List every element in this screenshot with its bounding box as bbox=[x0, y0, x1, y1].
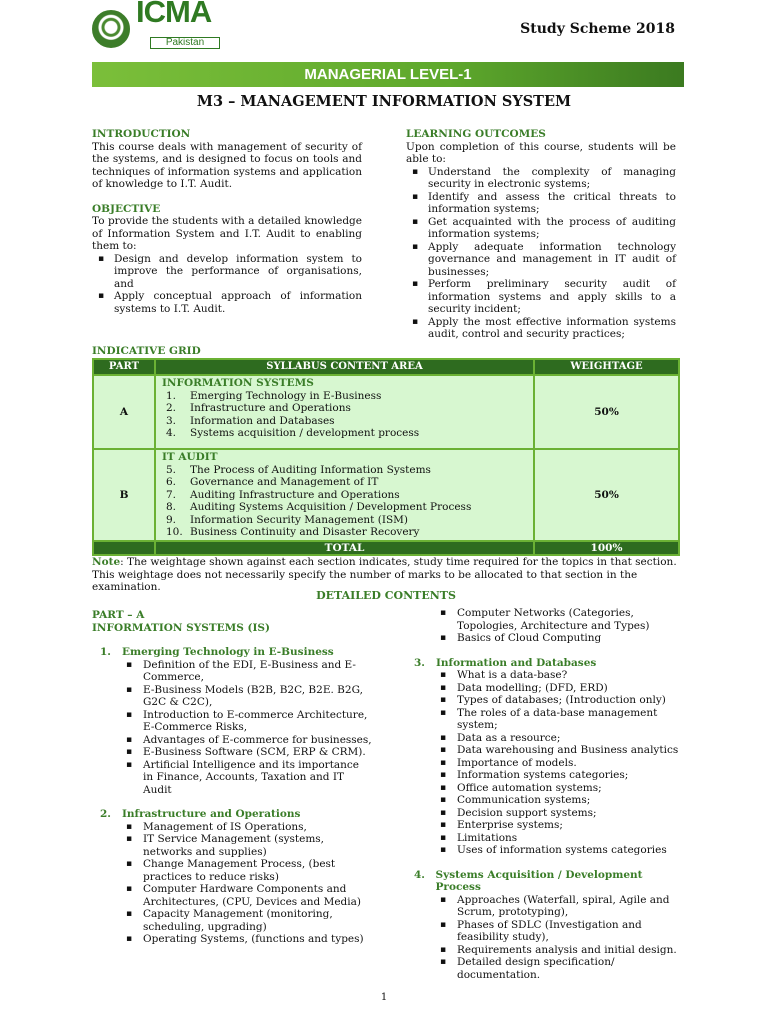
part-title: INFORMATION SYSTEMS (IS) bbox=[92, 621, 270, 634]
list-item: ▪ Data modelling; (DFD, ERD) bbox=[436, 682, 686, 695]
list-item: 7. Auditing Infrastructure and Operations bbox=[166, 488, 400, 501]
list-item: ▪ Design and develop information system to improve the performance of organisations, and bbox=[92, 253, 362, 291]
page-number: 1 bbox=[380, 992, 388, 1003]
learning-outcomes-text: Upon completion of this course, students will be able to: bbox=[406, 140, 676, 165]
weightage-cell: 50% bbox=[534, 449, 679, 541]
list-item: 4. Systems acquisition / development process bbox=[166, 427, 420, 439]
objective-heading: OBJECTIVE bbox=[92, 202, 161, 215]
column-header: PART bbox=[93, 359, 155, 375]
list-item: ▪ IT Service Management (systems, networks and supplies) bbox=[122, 833, 372, 858]
study-scheme-label: Study Scheme 2018 bbox=[520, 21, 675, 37]
level-banner: MANAGERIAL LEVEL-1 bbox=[92, 62, 684, 87]
topic-list bbox=[92, 659, 372, 797]
indicative-grid-heading: INDICATIVE GRID bbox=[92, 345, 201, 357]
list-item: ▪ Computer Hardware Components and Architectures, (CPU, Devices and Media) bbox=[122, 883, 372, 908]
list-item: 1. Emerging Technology in E-Business bbox=[166, 389, 382, 402]
topic-heading: 2. Infrastructure and Operations bbox=[100, 808, 301, 820]
list-item: ▪ Computer Networks (Categories, Topologies, Architecture and Types) bbox=[436, 607, 686, 632]
learning-outcomes-list bbox=[406, 166, 676, 341]
list-item: ▪ Phases of SDLC (Investigation and feasibility study), bbox=[436, 919, 686, 944]
table-header-row bbox=[93, 359, 679, 375]
content-cell bbox=[155, 375, 534, 449]
list-item: ▪ E-Business Models (B2B, B2C, B2E. B2G, G2C & C2C), bbox=[122, 684, 372, 709]
column-header: SYLLABUS CONTENT AREA bbox=[155, 359, 534, 375]
list-item: ▪ Understand the complexity of managing security in electronic systems; bbox=[406, 166, 676, 191]
learning-outcomes-heading: LEARNING OUTCOMES bbox=[406, 128, 546, 140]
total-label: TOTAL bbox=[155, 541, 534, 556]
section-heading: IT AUDIT bbox=[162, 451, 218, 463]
list-item: ▪ Enterprise systems; bbox=[436, 819, 686, 832]
left-intro-column bbox=[92, 128, 362, 315]
list-item: ▪ Operating Systems, (functions and types) bbox=[122, 933, 372, 946]
list-item: ▪ Data warehousing and Business analytics bbox=[436, 744, 686, 757]
section-heading: INFORMATION SYSTEMS bbox=[162, 377, 314, 389]
list-item: ▪ Requirements analysis and initial design. bbox=[436, 944, 686, 957]
list-item: 6. Governance and Management of IT bbox=[166, 476, 379, 488]
list-item: ▪ Artificial Intelligence and its importance in Finance, Accounts, Taxation and IT Audit bbox=[122, 759, 372, 797]
learning-outcomes-column bbox=[406, 128, 676, 341]
list-item: ▪ Apply the most effective information systems audit, control and security practices; bbox=[406, 316, 676, 341]
part-cell: B bbox=[93, 449, 155, 541]
list-item: ▪ Importance of models. bbox=[436, 757, 686, 770]
topic-heading: 1. Emerging Technology in E-Business bbox=[100, 646, 334, 658]
list-item: ▪ Approaches (Waterfall, spiral, Agile and Scrum, prototyping), bbox=[436, 894, 686, 919]
weightage-cell: 50% bbox=[534, 375, 679, 449]
total-blank-cell bbox=[93, 541, 155, 556]
list-item: ▪ Communication systems; bbox=[436, 794, 686, 807]
list-item: ▪ Introduction to E-commerce Architecture, E-Commerce Risks, bbox=[122, 709, 372, 734]
list-item: ▪ The roles of a data-base management system; bbox=[436, 707, 686, 732]
list-item: 3. Information and Databases bbox=[166, 414, 335, 427]
list-item: 8. Auditing Systems Acquisition / Development Process bbox=[166, 501, 472, 513]
indicative-grid-table bbox=[92, 358, 680, 556]
list-item: 9. Information Security Management (ISM) bbox=[166, 513, 409, 526]
logo-text: ICMA bbox=[136, 0, 212, 29]
table-row bbox=[93, 449, 679, 541]
icma-logo bbox=[92, 0, 227, 50]
list-item: ▪ Limitations bbox=[436, 832, 686, 845]
total-value: 100% bbox=[534, 541, 679, 556]
list-item: ▪ Decision support systems; bbox=[436, 807, 686, 820]
total-row bbox=[93, 541, 679, 556]
detailed-contents-heading: DETAILED CONTENTS bbox=[316, 589, 456, 602]
topic-list bbox=[92, 821, 372, 946]
seal-icon bbox=[92, 10, 130, 48]
list-item: ▪ Basics of Cloud Computing bbox=[436, 632, 686, 645]
objective-list bbox=[92, 253, 362, 316]
list-item: ▪ Perform preliminary security audit of information systems and apply skills to a security incident; bbox=[406, 278, 676, 316]
syllabus-list bbox=[162, 464, 527, 539]
list-item: ▪ E-Business Software (SCM, ERP & CRM). bbox=[122, 746, 372, 759]
part-cell: A bbox=[93, 375, 155, 449]
topic-list bbox=[406, 894, 686, 982]
list-item: ▪ Identify and assess the critical threats to information systems; bbox=[406, 191, 676, 216]
list-item: ▪ Advantages of E-commerce for businesses, bbox=[122, 734, 372, 747]
list-item: ▪ Capacity Management (monitoring, scheduling, upgrading) bbox=[122, 908, 372, 933]
topic-list bbox=[406, 607, 686, 645]
list-item: ▪ Management of IS Operations, bbox=[122, 821, 372, 834]
note-text: : The weightage shown against each section indicates, study time required for the topics in that section. This weightage does not necessarily specify the number of marks to be allocated to that section in the examination. bbox=[92, 556, 677, 593]
list-item: ▪ Uses of information systems categories bbox=[436, 844, 686, 857]
introduction-heading: INTRODUCTION bbox=[92, 128, 191, 140]
note-label: Note bbox=[92, 556, 121, 568]
list-item: ▪ Data as a resource; bbox=[436, 732, 686, 745]
list-item: ▪ Types of databases; (Introduction only) bbox=[436, 694, 686, 707]
list-item: ▪ Definition of the EDI, E-Business and E-Commerce, bbox=[122, 659, 372, 684]
list-item: 10. Business Continuity and Disaster Recovery bbox=[166, 526, 420, 538]
introduction-text: This course deals with management of security of the systems, and is designed to focus on tools and techniques of information systems and application of knowledge to I.T. Audit. bbox=[92, 140, 362, 190]
note-paragraph bbox=[92, 556, 680, 594]
list-item: 2. Infrastructure and Operations bbox=[166, 402, 351, 414]
list-item: ▪ Get acquainted with the process of auditing information systems; bbox=[406, 216, 676, 241]
list-item: ▪ Apply adequate information technology governance and management in IT audit of businesses; bbox=[406, 241, 676, 279]
part-label: PART – A bbox=[92, 609, 145, 621]
detailed-left-column bbox=[92, 609, 372, 946]
list-item: ▪ Detailed design specification/ documentation. bbox=[436, 956, 686, 981]
list-item: ▪ Apply conceptual approach of information systems to I.T. Audit. bbox=[92, 290, 362, 315]
list-item: 5. The Process of Auditing Information Systems bbox=[166, 463, 431, 476]
syllabus-list bbox=[162, 390, 527, 440]
topic-list bbox=[406, 669, 686, 857]
content-cell bbox=[155, 449, 534, 541]
list-item: ▪ What is a data-base? bbox=[436, 669, 686, 682]
table-row bbox=[93, 375, 679, 449]
column-header: WEIGHTAGE bbox=[534, 359, 679, 375]
page-title: M3 – MANAGEMENT INFORMATION SYSTEM bbox=[196, 93, 572, 110]
topic-heading: 4. Systems Acquisition / Development Process bbox=[414, 868, 643, 893]
list-item: ▪ Change Management Process, (best practices to reduce risks) bbox=[122, 858, 372, 883]
detailed-right-column bbox=[406, 607, 686, 981]
list-item: ▪ Office automation systems; bbox=[436, 782, 686, 795]
topic-heading: 3. Information and Databases bbox=[414, 656, 597, 669]
objective-text: To provide the students with a detailed knowledge of Information System and I.T. Audit to enabling them to: bbox=[92, 215, 362, 252]
list-item: ▪ Information systems categories; bbox=[436, 769, 686, 782]
logo-subtext: Pakistan bbox=[150, 37, 220, 49]
